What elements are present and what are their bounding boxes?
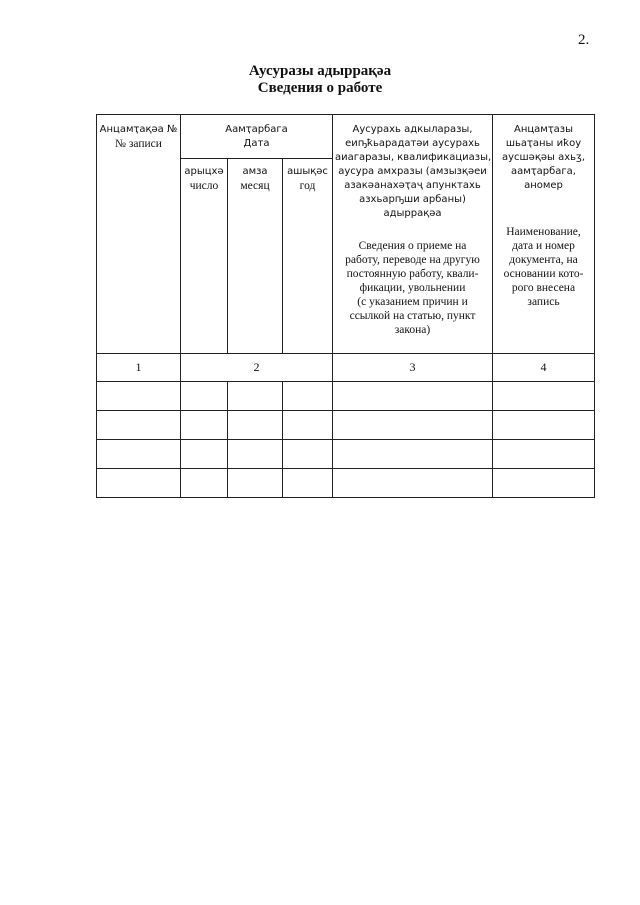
empty-cell: [333, 382, 493, 411]
title-abkhaz: Аусуразы адыррақәа: [248, 63, 392, 79]
header-day-russian: число: [189, 180, 219, 192]
column-number-4: 4: [493, 354, 595, 382]
empty-cell: [333, 411, 493, 440]
column-number-2: 2: [181, 354, 333, 382]
empty-cell: [97, 382, 181, 411]
column-number-1: 1: [97, 354, 181, 382]
empty-cell: [283, 382, 333, 411]
header-day-abkhaz: арыцхә: [184, 166, 224, 177]
header-work-info-abkhaz-3: аиагаразы, квалификациазы,: [335, 152, 492, 163]
empty-cell: [181, 469, 228, 498]
header-work-info-abkhaz-6: азхьарҧши арбаны): [359, 194, 466, 205]
header-document-russian-5: рого внесена: [511, 282, 576, 294]
header-document-russian-2: дата и номер: [512, 240, 575, 252]
header-year-russian: год: [299, 180, 316, 192]
header-work-info-russian-7: закона): [394, 324, 431, 336]
header-document-abkhaz-5: аномер: [524, 180, 563, 191]
header-document: [493, 115, 595, 354]
empty-cell: [283, 411, 333, 440]
header-year-abkhaz: ашықәс: [287, 166, 328, 177]
header-work-info-russian-6: ссылкой на статью, пункт: [349, 310, 476, 322]
header-document-abkhaz-3: аусшәқәы ахьӡ,: [501, 152, 585, 163]
header-document-abkhaz-4: аамҭарбага,: [511, 166, 576, 177]
empty-cell: [493, 469, 595, 498]
empty-cell: [228, 469, 283, 498]
header-work-info-abkhaz-5: азакәанахәҭаҷ апунктахь: [344, 180, 481, 191]
header-work-info-abkhaz-1: Аусурахь адкыларазы,: [352, 124, 473, 135]
header-work-info-russian-5: (с указанием причин и: [357, 296, 468, 308]
table-row: [97, 469, 595, 498]
empty-cell: [228, 440, 283, 469]
header-document-russian-3: документа, на: [509, 254, 578, 266]
header-work-info-abkhaz-7: адыррақәа: [383, 208, 442, 219]
empty-cell: [333, 440, 493, 469]
header-work-info-abkhaz-2: еиҧҟьарадатәи аусурахь: [345, 138, 480, 149]
header-date-abkhaz: Аамҭарбага: [225, 124, 288, 135]
empty-cell: [97, 440, 181, 469]
title-russian: Сведения о работе: [257, 80, 383, 96]
column-number-3: 3: [333, 354, 493, 382]
header-month-abkhaz: амза: [242, 166, 268, 177]
page-number: 2.: [578, 32, 590, 48]
header-work-info: [333, 115, 493, 354]
header-day: [181, 159, 228, 354]
header-year: [283, 159, 333, 354]
header-record-number-abkhaz: Анцамҭақәа №: [99, 124, 178, 135]
header-month: [228, 159, 283, 354]
header-document-russian-1: Наименование,: [506, 226, 581, 238]
empty-cell: [181, 382, 228, 411]
header-work-info-russian-1: Сведения о приеме на: [358, 240, 467, 252]
header-document-russian-4: основании кото-: [503, 268, 584, 280]
header-document-russian-6: запись: [527, 296, 560, 308]
table-row: [97, 440, 595, 469]
header-work-info-russian-3: постоянную работу, квали-: [346, 268, 479, 280]
empty-cell: [181, 411, 228, 440]
table-row: [97, 411, 595, 440]
table-row: [97, 382, 595, 411]
column-number-row: [97, 354, 595, 382]
header-record-number: [97, 115, 181, 354]
header-month-russian: месяц: [240, 180, 270, 192]
header-work-info-russian-2: работу, переводе на другую: [345, 254, 480, 266]
empty-cell: [333, 469, 493, 498]
header-document-abkhaz-1: Анцамҭазы: [513, 124, 574, 135]
work-records-table: [96, 114, 595, 498]
empty-cell: [181, 440, 228, 469]
header-work-info-abkhaz-4: аусура амхразы (амзызқәеи: [338, 166, 487, 177]
header-record-number-russian: № записи: [115, 138, 162, 150]
header-date: [181, 115, 333, 159]
empty-cell: [97, 411, 181, 440]
header-date-russian: Дата: [243, 138, 270, 149]
empty-cell: [493, 382, 595, 411]
header-row-1: [97, 115, 595, 159]
header-document-abkhaz-2: шьаҭаны иҟоу: [505, 138, 582, 149]
header-work-info-russian-4: фикации, увольнении: [359, 282, 466, 294]
empty-cell: [283, 469, 333, 498]
empty-cell: [228, 411, 283, 440]
empty-cell: [228, 382, 283, 411]
empty-cell: [97, 469, 181, 498]
empty-cell: [493, 411, 595, 440]
empty-cell: [283, 440, 333, 469]
empty-cell: [493, 440, 595, 469]
